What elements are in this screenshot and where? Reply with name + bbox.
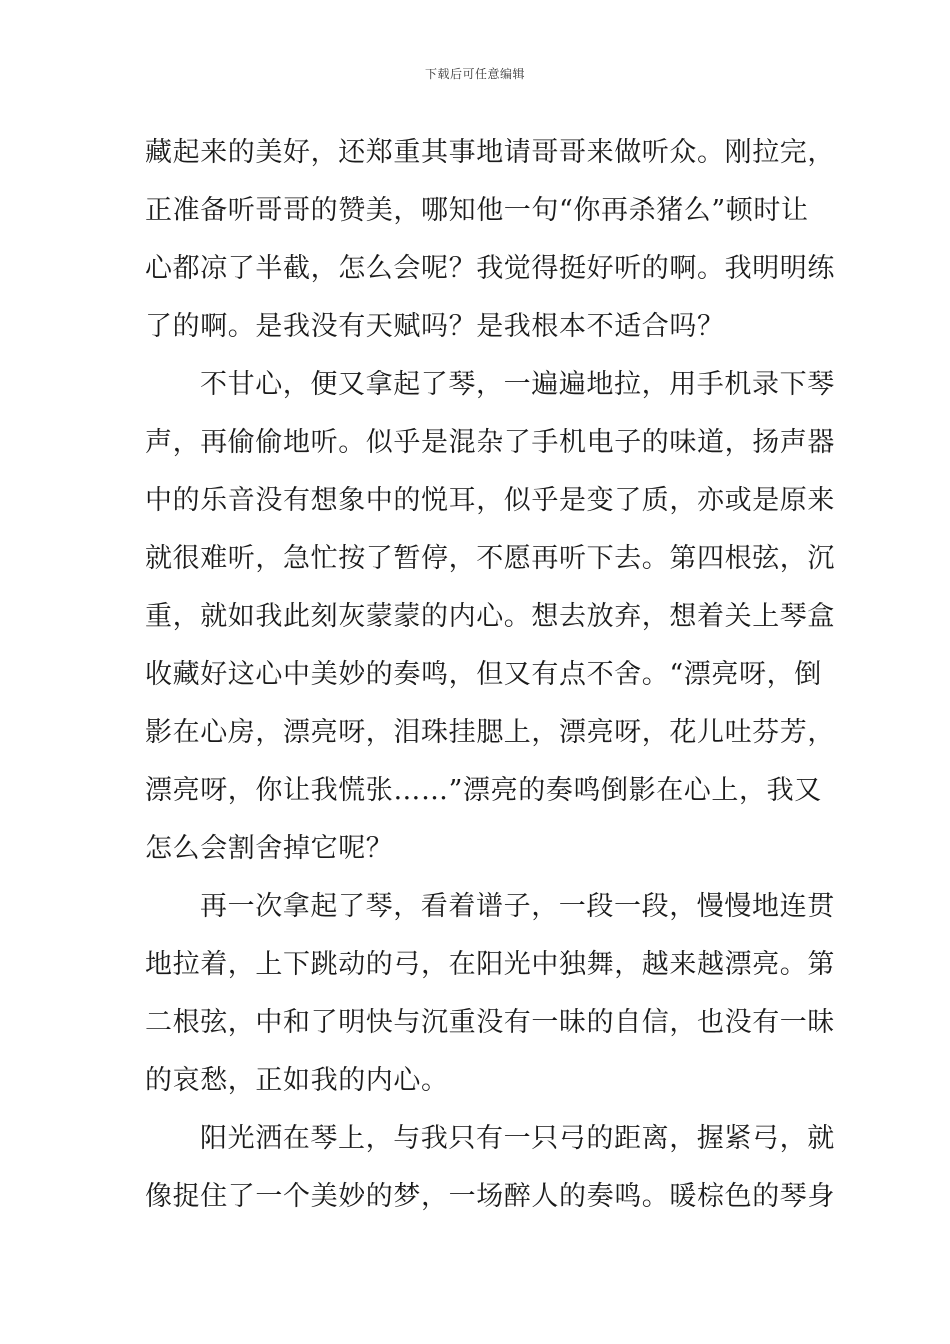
text-line: 二根弦，中和了明快与沉重没有一昧的自信，也没有一昧	[145, 1007, 835, 1038]
text-line: 像捉住了一个美妙的梦，一场醉人的奏鸣。暖棕色的琴身	[145, 1181, 835, 1212]
text-line: 重，就如我此刻灰蒙蒙的内心。想去放弃，想着关上琴盒	[145, 601, 835, 632]
text-line: 藏起来的美好，还郑重其事地请哥哥来做听众。刚拉完，	[145, 137, 835, 168]
text-line: 的哀愁，正如我的内心。	[145, 1065, 449, 1096]
text-line: 正准备听哥哥的赞美，哪知他一句“你再杀猪么”顿时让	[145, 195, 809, 226]
paragraph-first-line: 不甘心，便又拿起了琴，一遍遍地拉，用手机录下琴	[200, 369, 835, 400]
paragraph-first-line: 阳光洒在琴上，与我只有一只弓的距离，握紧弓，就	[200, 1123, 835, 1154]
document-body	[145, 124, 835, 1226]
text-line: 了的啊。是我没有天赋吗？是我根本不适合吗？	[145, 311, 725, 342]
text-line: 怎么会割舍掉它呢？	[145, 833, 394, 864]
text-line: 地拉着，上下跳动的弓，在阳光中独舞，越来越漂亮。第	[145, 949, 835, 980]
text-line: 影在心房，漂亮呀，泪珠挂腮上，漂亮呀，花儿吐芬芳，	[145, 717, 835, 748]
text-line: 漂亮呀，你让我慌张……”漂亮的奏鸣倒影在心上，我又	[145, 775, 822, 806]
text-line: 声，再偷偷地听。似乎是混杂了手机电子的味道，扬声器	[145, 427, 835, 458]
text-line: 收藏好这心中美妙的奏鸣，但又有点不舍。“漂亮呀，倒	[145, 659, 822, 690]
text-line: 中的乐音没有想象中的悦耳，似乎是变了质，亦或是原来	[145, 485, 835, 516]
text-line: 心都凉了半截，怎么会呢？我觉得挺好听的啊。我明明练	[145, 253, 835, 284]
text-line: 就很难听，急忙按了暂停，不愿再听下去。第四根弦，沉	[145, 543, 835, 574]
page-header: 下载后可任意编辑	[424, 67, 525, 81]
paragraph-first-line: 再一次拿起了琴，看着谱子，一段一段，慢慢地连贯	[200, 891, 835, 922]
